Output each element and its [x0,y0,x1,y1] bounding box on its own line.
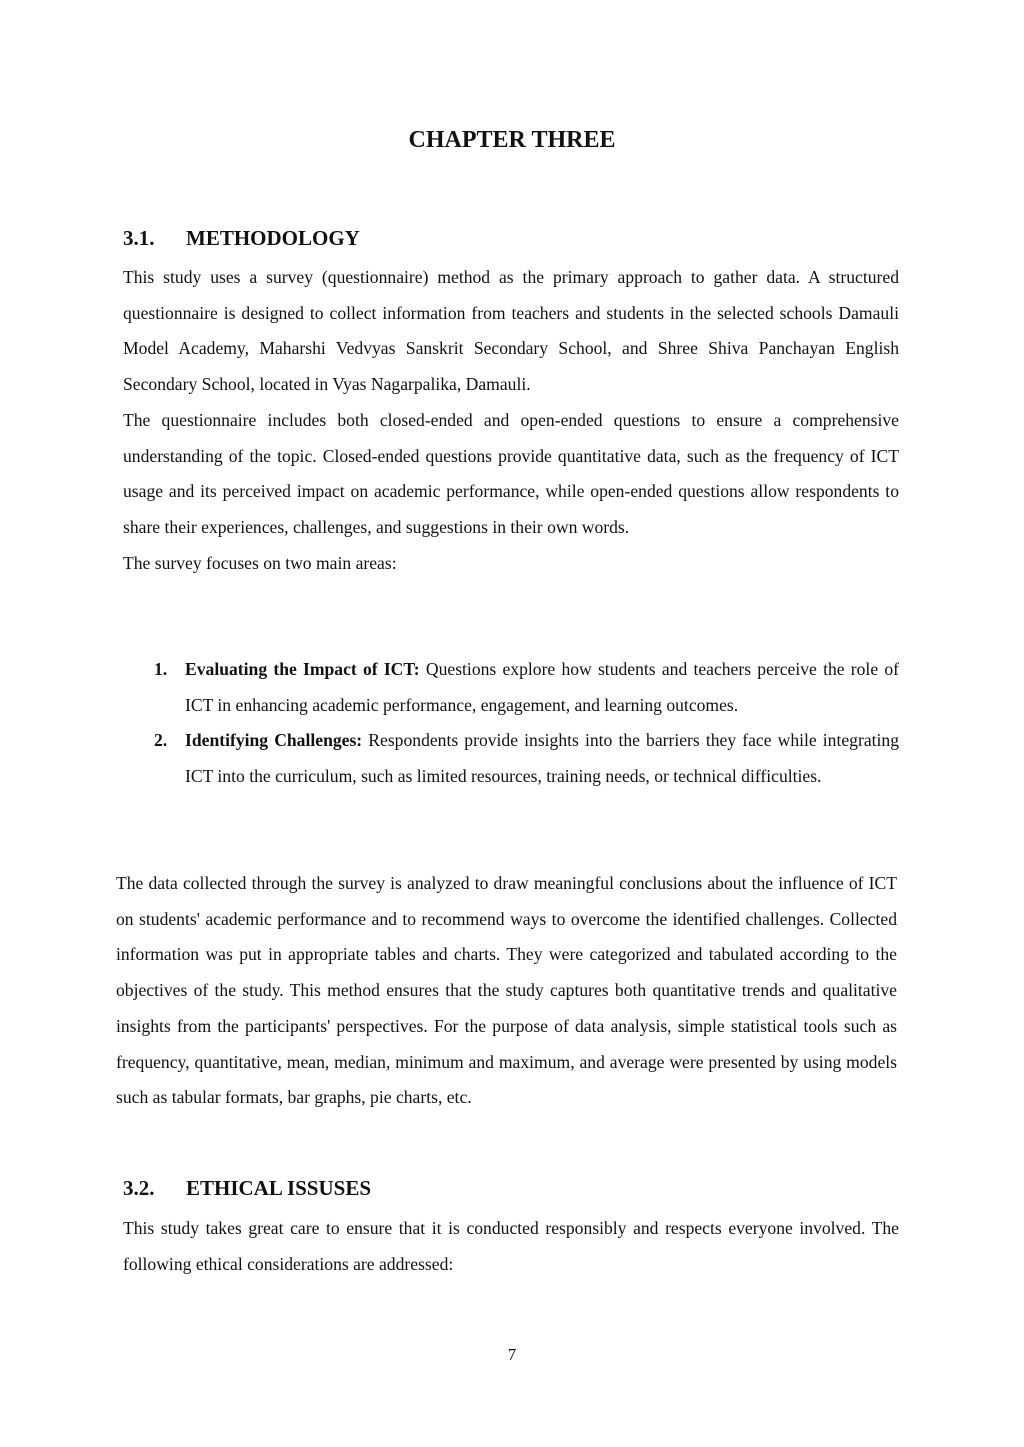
section-heading-methodology [123,224,360,252]
paragraph: The survey focuses on two main areas: [123,552,397,573]
list-marker: 1. [154,659,168,679]
section-title: METHODOLOGY [186,226,360,250]
paragraph: This study uses a survey (questionnaire) method as the primary approach to gather data. A structured questionnaire is designed to collect information from teachers and students in the selected schools Damauli Model Academy, Maharshi Vedvyas Sanskrit Secondary School, and Shree Shiva Panchayan English Secondary School, located in Vyas Nagarpalika, Damauli. [123,267,899,395]
paragraph: The data collected through the survey is analyzed to draw meaningful conclusions about the influence of ICT on students' academic performance and to recommend ways to overcome the identified challenges. Collected information was put in appropriate tables and charts. They were categorized and tabulated according to the objectives of the study. This method ensures that the study captures both quantitative trends and qualitative insights from the participants' perspectives. For the purpose of data analysis, simple statistical tools such as frequency, quantitative, mean, median, minimum and maximum, and average were presented by using models such as tabular formats, bar graphs, pie charts, etc. [116,873,897,1108]
section-heading-ethical-issues [123,1174,371,1202]
list-item-term: Evaluating the Impact of ICT: [185,659,420,679]
paragraph: The questionnaire includes both closed-ended and open-ended questions to ensure a comprehensive understanding of the topic. Closed-ended questions provide quantitative data, such as the frequency of ICT usage and its perceived impact on academic performance, while open-ended questions allow respondents to share their experiences, challenges, and suggestions in their own words. [123,409,899,537]
section-number: 3.2. [123,1176,155,1200]
survey-focus-list [154,652,900,795]
paragraph: This study takes great care to ensure that it is conducted responsibly and respects everyone involved. The following ethical considerations are addressed: [123,1218,899,1274]
analysis-paragraph-block [116,866,897,1116]
list-item-text: Respondents provide insights into the barriers they face while integrating ICT into the curriculum, such as limited resources, training needs, or technical difficulties. [185,730,900,787]
methodology-intro [123,260,899,581]
list-item-text: Questions explore how students and teachers perceive the role of ICT in enhancing academic performance, engagement, and learning outcomes. [185,659,899,715]
list-item-term: Identifying Challenges: [185,730,363,751]
page-number: 7 [507,1345,517,1364]
list-item [154,723,900,794]
list-marker: 2. [154,730,168,751]
section-title: ETHICAL ISSUSES [186,1176,372,1200]
ethics-paragraph-block [123,1211,899,1282]
list-item [154,652,899,723]
chapter-title: CHAPTER THREE [408,127,616,153]
section-number: 3.1. [123,226,155,250]
